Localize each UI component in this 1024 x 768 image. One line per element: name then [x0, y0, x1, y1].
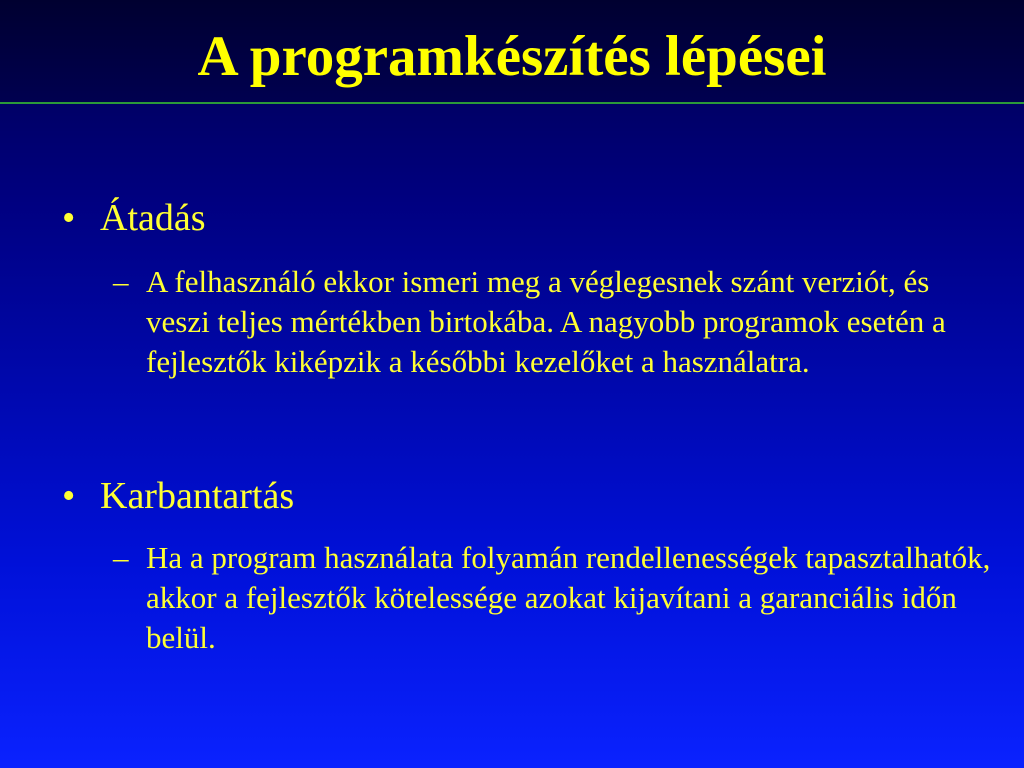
sub-item-text: Ha a program használata folyamán rendellenességek tapasztalhatók, akkor a fejlesztők kötelessége azokat kijavítani a garanciális időn belül.	[146, 540, 991, 655]
title-divider	[0, 102, 1024, 104]
dash-icon: –	[113, 264, 129, 299]
slide-title: A programkészítés lépései	[197, 25, 827, 88]
sub-item-text: A felhasználó ekkor ismeri meg a véglegesnek szánt verziót, és veszi teljes mértékben birtokába. A nagyobb programok esetén a fejlesztők kiképzik a későbbi kezelőket a használatra.	[146, 264, 946, 379]
bullet-icon: •	[62, 475, 76, 517]
bullet-icon: •	[62, 197, 76, 239]
sub-item-karbantartas	[113, 538, 993, 658]
bullet-label: Átadás	[100, 197, 206, 239]
sub-item-atadas	[113, 262, 993, 382]
bullet-item-karbantartas	[62, 474, 294, 518]
bullet-label: Karbantartás	[100, 475, 295, 517]
dash-icon: –	[113, 540, 129, 575]
bullet-item-atadas	[62, 196, 206, 240]
